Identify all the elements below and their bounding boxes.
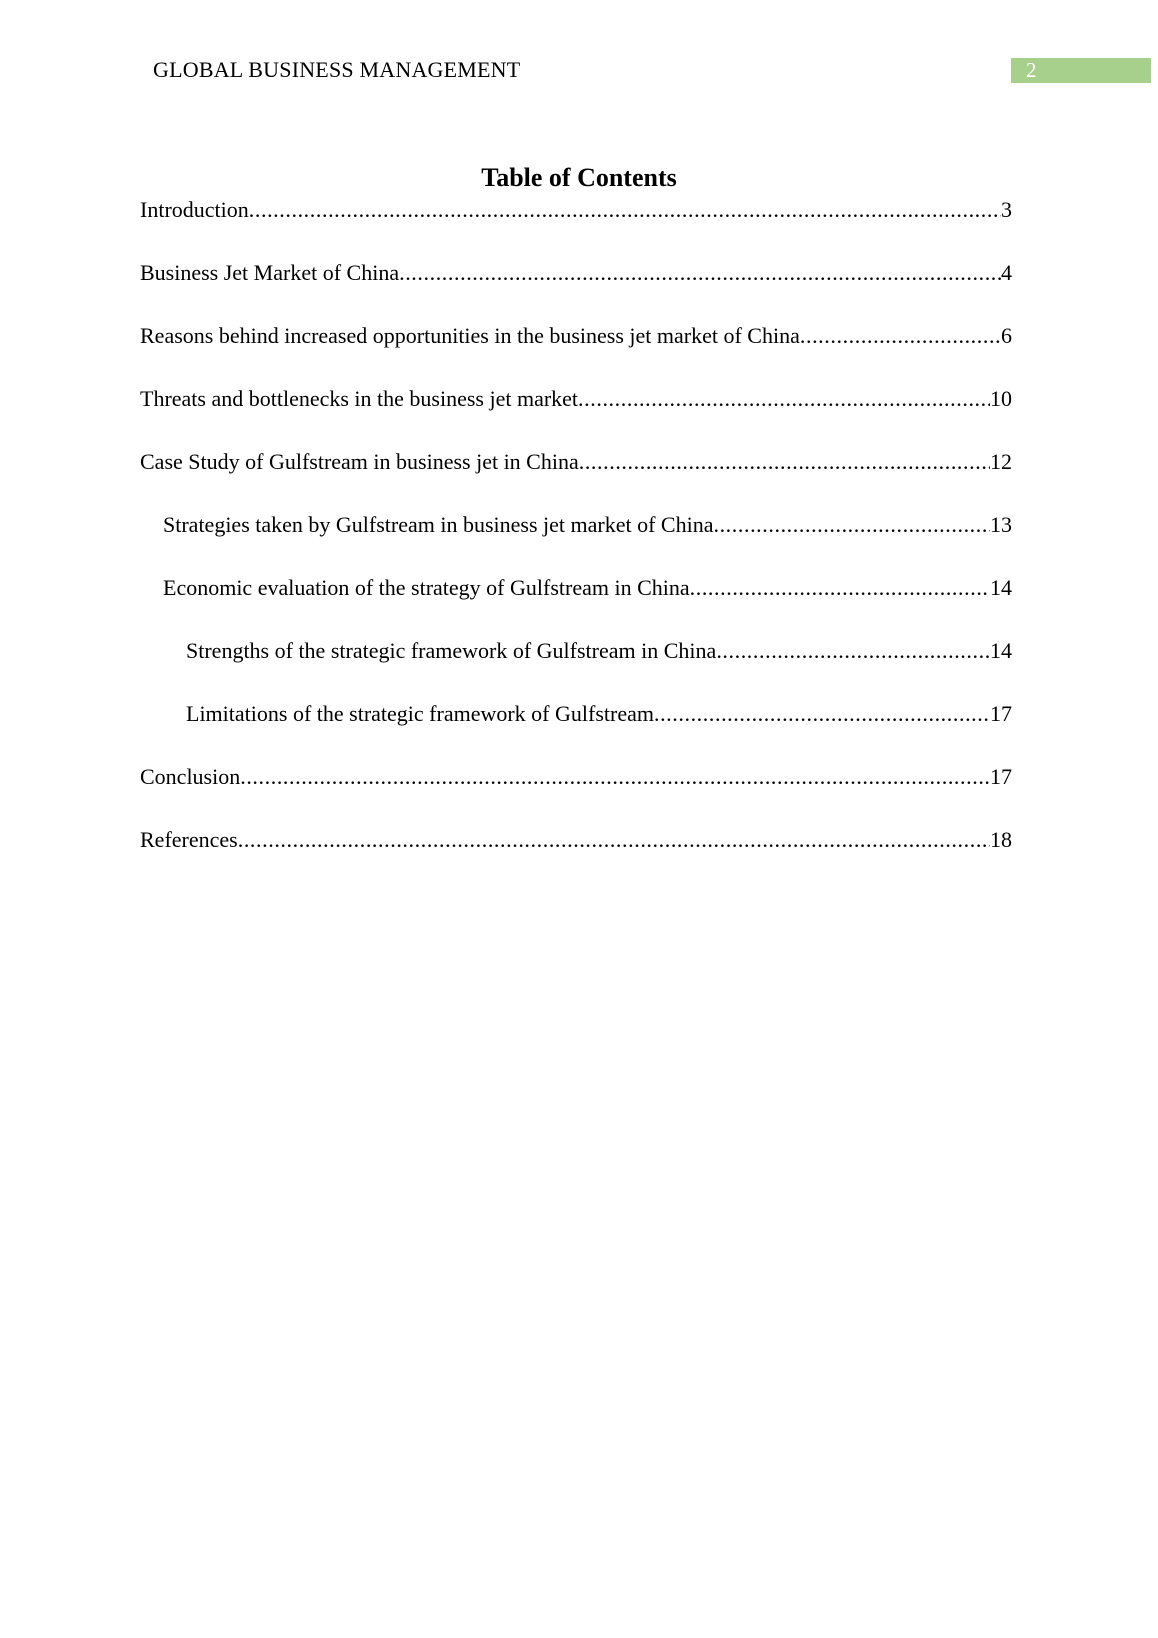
toc-entry-page: 3 <box>1001 197 1012 222</box>
table-of-contents <box>140 196 1012 889</box>
toc-dot-leader <box>399 259 1001 287</box>
toc-dot-leader <box>654 700 990 728</box>
toc-dot-leader <box>240 763 990 791</box>
toc-entry-introduction[interactable] <box>140 196 1012 259</box>
toc-entry-limitations[interactable] <box>140 700 1012 763</box>
toc-entry-page: 10 <box>990 386 1012 411</box>
toc-entry-references[interactable] <box>140 826 1012 889</box>
toc-entry-page: 6 <box>1001 323 1012 348</box>
page-number: 2 <box>1026 58 1037 82</box>
toc-entry-label: Strengths of the strategic framework of Gulfstream in China <box>186 638 717 663</box>
toc-entry-case-study[interactable] <box>140 448 1012 511</box>
toc-entry-label: Reasons behind increased opportunities in the business jet market of China <box>140 323 800 348</box>
toc-entry-conclusion[interactable] <box>140 763 1012 826</box>
toc-dot-leader <box>579 448 990 476</box>
toc-dot-leader <box>578 385 990 413</box>
toc-entry-page: 13 <box>990 512 1012 537</box>
toc-dot-leader <box>716 637 990 665</box>
toc-entry-page: 14 <box>990 575 1012 600</box>
toc-entry-page: 14 <box>990 638 1012 663</box>
toc-dot-leader <box>249 196 1001 224</box>
toc-dot-leader <box>238 826 990 854</box>
page-number-badge <box>1011 58 1151 83</box>
toc-entry-strengths[interactable] <box>140 637 1012 700</box>
toc-dot-leader <box>713 511 990 539</box>
toc-entry-label: Case Study of Gulfstream in business jet in China <box>140 449 579 474</box>
toc-entry-page: 17 <box>990 764 1012 789</box>
toc-entry-reasons[interactable] <box>140 322 1012 385</box>
toc-entry-economic-evaluation[interactable] <box>140 574 1012 637</box>
toc-entry-label: Limitations of the strategic framework of Gulfstream <box>186 701 654 726</box>
toc-entry-label: Introduction <box>140 197 249 222</box>
toc-dot-leader <box>800 322 1001 350</box>
toc-dot-leader <box>690 574 990 602</box>
toc-entry-page: 18 <box>990 827 1012 852</box>
toc-entry-business-jet-market[interactable] <box>140 259 1012 322</box>
toc-title: Table of Contents <box>481 163 677 192</box>
toc-entry-page: 12 <box>990 449 1012 474</box>
toc-entry-label: Conclusion <box>140 764 241 789</box>
toc-entry-strategies[interactable] <box>140 511 1012 574</box>
toc-entry-label: Business Jet Market of China <box>140 260 400 285</box>
toc-entry-label: Economic evaluation of the strategy of Gulfstream in China <box>163 575 690 600</box>
toc-entry-page: 17 <box>990 701 1012 726</box>
toc-entry-threats[interactable] <box>140 385 1012 448</box>
running-header-title: GLOBAL BUSINESS MANAGEMENT <box>153 57 521 82</box>
toc-entry-label: Strategies taken by Gulfstream in business jet market of China <box>163 512 714 537</box>
toc-entry-label: References <box>140 827 238 852</box>
toc-entry-label: Threats and bottlenecks in the business jet market <box>140 386 579 411</box>
toc-entry-page: 4 <box>1001 260 1012 285</box>
